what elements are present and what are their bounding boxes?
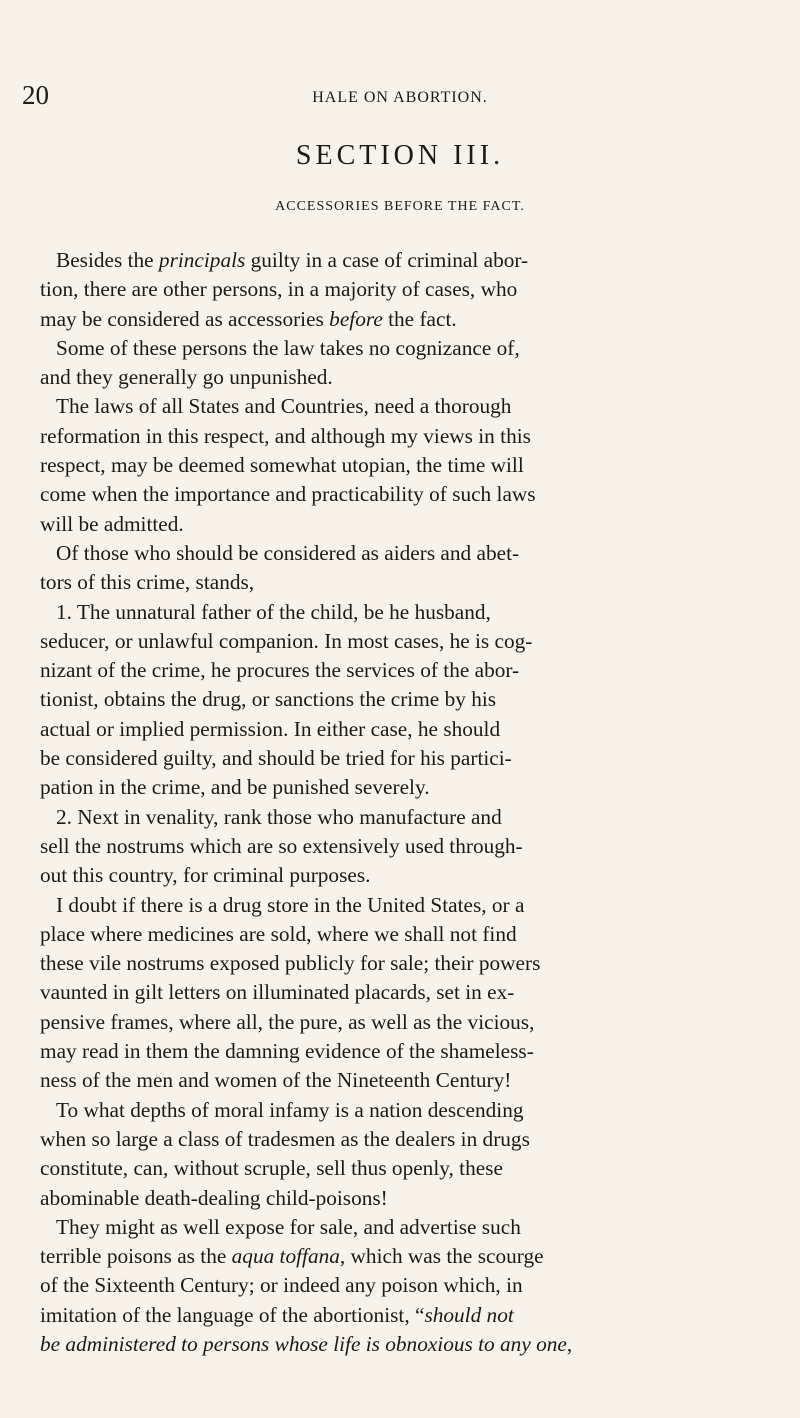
text-line: be considered guilty, and should be tried for his partici- <box>40 746 512 771</box>
text-line: tion, there are other persons, in a majority of cases, who <box>40 277 518 302</box>
text-line: pensive frames, where all, the pure, as well as the vicious, <box>40 1009 535 1034</box>
section-subtitle: ACCESSORIES BEFORE THE FACT. <box>275 199 525 214</box>
text-line: I doubt if there is a drug store in the United States, or a <box>56 892 525 917</box>
text-line: tionist, obtains the drug, or sanctions the crime by his <box>40 687 497 712</box>
text-line: 2. Next in venality, rank those who manufacture and <box>56 804 502 829</box>
text-line: will be admitted. <box>40 511 184 536</box>
text-line: To what depths of moral infamy is a nation descending <box>56 1097 524 1122</box>
text-line: Besides the principals guilty in a case of criminal abor- <box>56 248 529 272</box>
emphasis: aqua toffana <box>231 1244 340 1269</box>
text-line: of the Sixteenth Century; or indeed any poison which, in <box>40 1273 523 1298</box>
text-line: seducer, or unlawful companion. In most cases, he is cog- <box>40 628 533 653</box>
text-line: respect, may be deemed somewhat utopian, the time will <box>40 453 524 478</box>
text-line: may be considered as accessories before the fact. <box>40 306 457 331</box>
text-line: Some of these persons the law takes no cognizance of, <box>56 335 520 360</box>
text-line: out this country, for criminal purposes. <box>40 863 371 888</box>
running-head: HALE ON ABORTION. <box>312 89 488 106</box>
emphasis: be administered to persons whose life is obnoxious to any one <box>40 1331 567 1356</box>
emphasis: should not <box>424 1302 514 1327</box>
text-line: nizant of the crime, he procures the services of the abor- <box>40 658 520 683</box>
text-line: these vile nostrums exposed publicly for sale; their powers <box>40 951 541 976</box>
text-line: actual or implied permission. In either case, he should <box>40 716 501 741</box>
text-line: tors of this crime, stands, <box>40 570 255 595</box>
section-title: SECTION III. <box>295 140 505 171</box>
text-line: pation in the crime, and be punished severely. <box>40 775 430 800</box>
text-line: vaunted in gilt letters on illuminated placards, set in ex- <box>40 980 515 1005</box>
text-line: sell the nostrums which are so extensively used through- <box>40 833 523 858</box>
text-line: and they generally go unpunished. <box>40 365 333 390</box>
text-line: 1. The unnatural father of the child, be he husband, <box>56 599 491 624</box>
text-line: place where medicines are sold, where we shall not find <box>40 921 517 946</box>
text-line: may read in them the damning evidence of the shameless- <box>40 1039 534 1064</box>
text-line: reformation in this respect, and although my views in this <box>40 423 531 448</box>
text-line: when so large a class of tradesmen as the dealers in drugs <box>40 1126 530 1151</box>
text-line: imitation of the language of the abortionist, “should not <box>40 1302 514 1327</box>
text-line: come when the importance and practicability of such laws <box>40 482 536 507</box>
text-line: ness of the men and women of the Nineteenth Century! <box>40 1068 512 1093</box>
emphasis: principals <box>158 248 246 272</box>
emphasis: before <box>329 306 383 331</box>
text-line: abominable death-dealing child-poisons! <box>40 1185 388 1210</box>
page-number: 20 <box>22 80 49 110</box>
text-line: terrible poisons as the aqua toffana, which was the scourge <box>40 1244 544 1269</box>
text-line: constitute, can, without scruple, sell thus openly, these <box>40 1156 503 1181</box>
text-line: be administered to persons whose life is obnoxious to any one, <box>40 1331 573 1356</box>
text-line: Of those who should be considered as aiders and abet- <box>56 540 520 565</box>
text-line: The laws of all States and Countries, need a thorough <box>56 394 512 419</box>
body-text <box>40 246 770 1359</box>
text-line: They might as well expose for sale, and advertise such <box>56 1214 521 1239</box>
